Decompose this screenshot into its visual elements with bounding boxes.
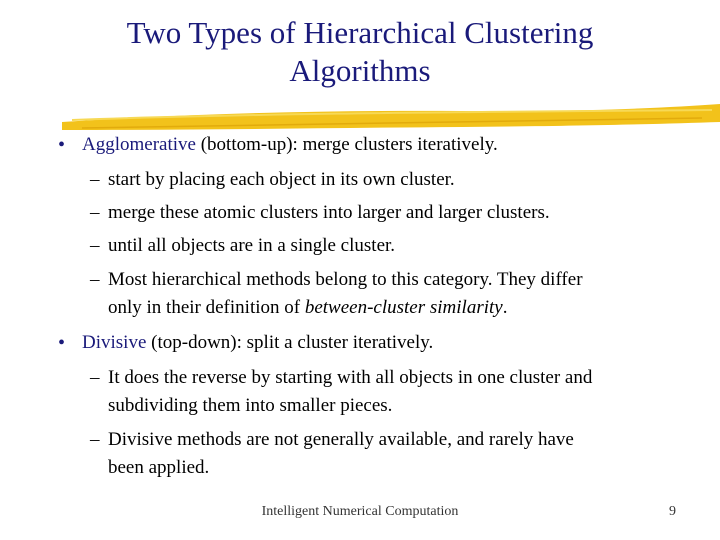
sub-item-text: only in their definition of bbox=[108, 297, 305, 318]
dash-marker: – bbox=[90, 202, 100, 223]
sub-item-continuation: been applied. bbox=[108, 457, 210, 478]
sub-item-continuation bbox=[108, 294, 507, 322]
sub-item: Most hierarchical methods belong to this category. They differ bbox=[108, 269, 583, 290]
keyword-divisive: Divisive bbox=[82, 332, 147, 353]
title-line-2: Algorithms bbox=[289, 53, 431, 88]
dash-marker: – bbox=[90, 169, 100, 190]
bullet-agglomerative bbox=[82, 131, 498, 159]
bullet-divisive-text: (top-down): split a cluster iteratively. bbox=[146, 332, 434, 353]
sub-item-continuation: subdividing them into smaller pieces. bbox=[108, 395, 393, 416]
footer-text: Intelligent Numerical Computation bbox=[261, 504, 459, 519]
sub-item: It does the reverse by starting with all objects in one cluster and bbox=[108, 367, 593, 388]
dash-marker: – bbox=[90, 269, 100, 290]
sub-item-period: . bbox=[502, 297, 508, 318]
keyword-agglomerative: Agglomerative bbox=[82, 134, 196, 155]
sub-item: start by placing each object in its own cluster. bbox=[108, 169, 455, 190]
bullet-marker: • bbox=[58, 332, 66, 354]
bullet-marker: • bbox=[58, 134, 66, 156]
page-number: 9 bbox=[669, 504, 676, 519]
dash-marker: – bbox=[90, 429, 100, 450]
dash-marker: – bbox=[90, 235, 100, 256]
sub-item: until all objects are in a single cluster. bbox=[108, 235, 396, 256]
emphasis-between-cluster-similarity: between-cluster similarity bbox=[304, 297, 503, 318]
sub-item: merge these atomic clusters into larger and larger clusters. bbox=[108, 202, 550, 223]
bullet-agglomerative-text: (bottom-up): merge clusters iteratively. bbox=[195, 134, 498, 155]
dash-marker: – bbox=[90, 367, 100, 388]
title-line-1: Two Types of Hierarchical Clustering bbox=[126, 15, 594, 50]
sub-item: Divisive methods are not generally available, and rarely have bbox=[108, 429, 574, 450]
bullet-divisive bbox=[82, 329, 433, 357]
